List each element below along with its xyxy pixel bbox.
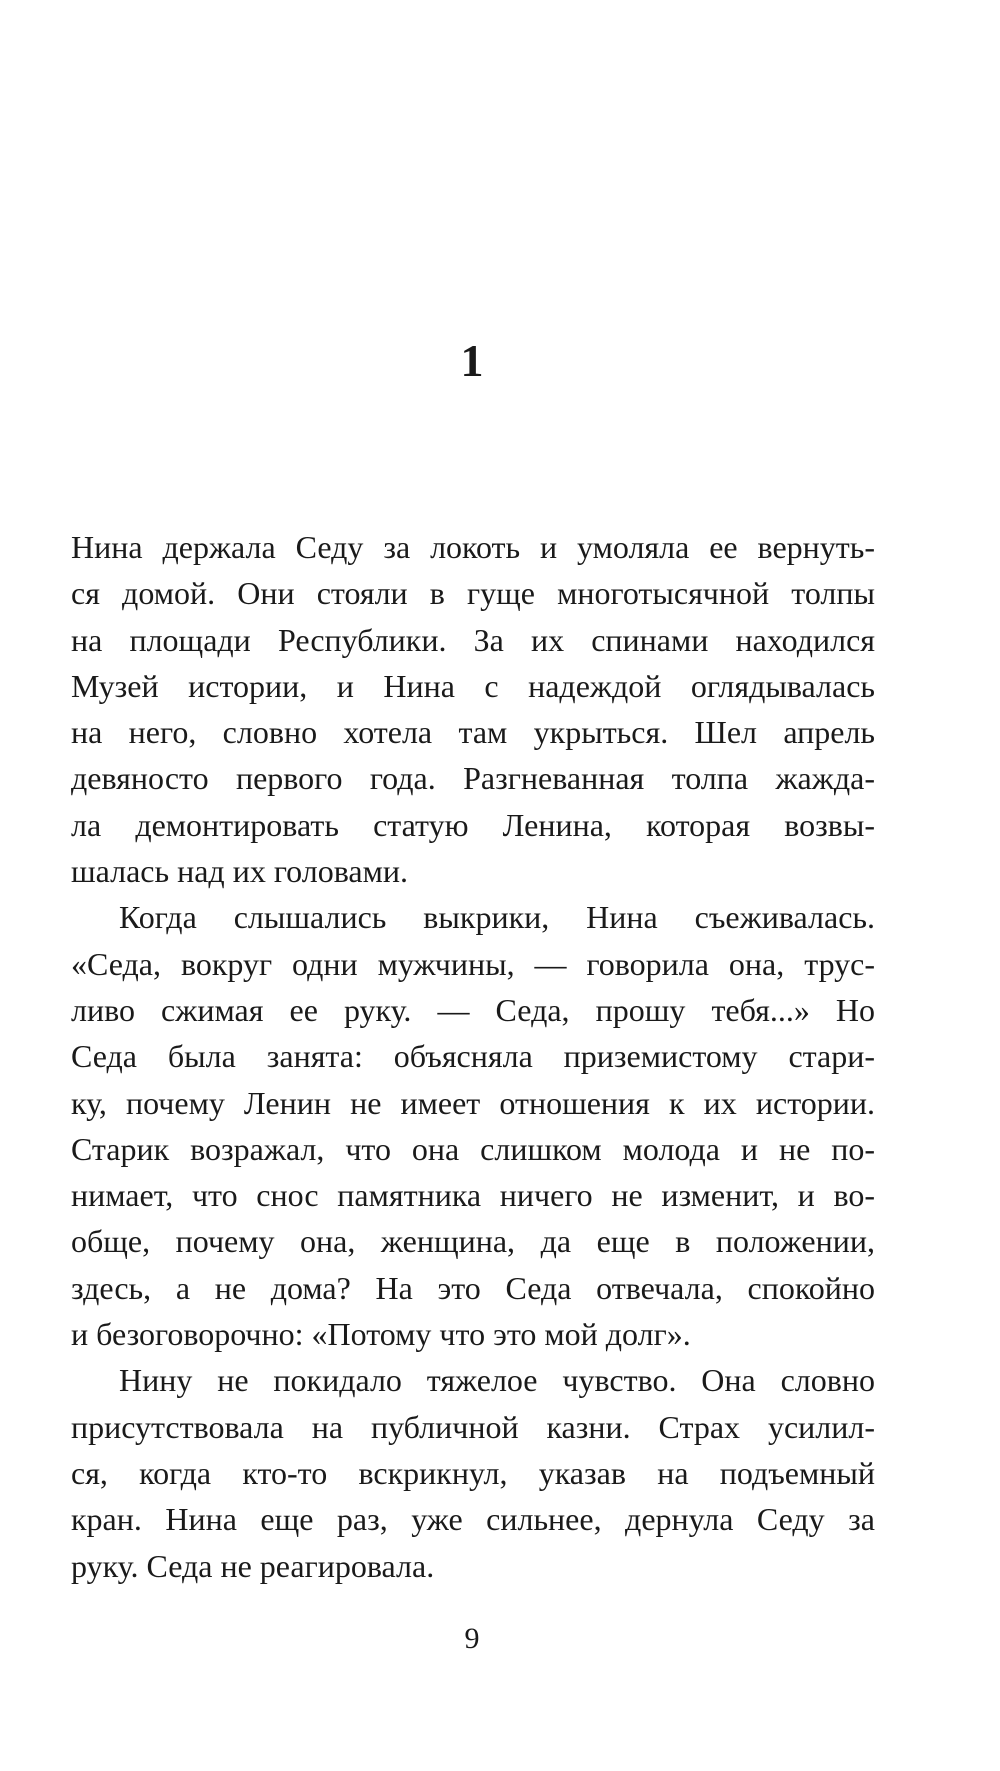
chapter-number: 1 [460,335,484,386]
text-line: на него, словно хотела там укрыться. Шел апрель [71,714,875,751]
text-line: ла демонтировать статую Ленина, которая возвы- [71,806,875,843]
text-line: Старик возражал, что она слишком молода и не по- [71,1130,875,1167]
text-line: нимает, что снос памятника ничего не изменит, и во- [71,1177,875,1214]
text-line: присутствовала на публичной казни. Страх усилил- [71,1408,875,1445]
text-line: Седа была занята: объясняла приземистому стари- [71,1038,875,1075]
paragraph-3 [71,1357,875,1588]
text-line: ливо сжимая ее руку. — Седа, прошу тебя...» Но [71,991,875,1028]
chapter-body-text [71,524,875,1589]
text-line: Когда слышались выкрики, Нина съеживалась. [119,899,875,936]
text-line: Музей истории, и Нина с надеждой оглядывалась [71,667,875,704]
text-line: обще, почему она, женщина, да еще в положении, [71,1223,875,1260]
paragraph-2 [71,894,875,1357]
text-line: ку, почему Ленин не имеет отношения к их истории. [71,1084,875,1121]
text-line: кран. Нина еще раз, уже сильнее, дернула Седу за [71,1501,875,1538]
text-line: здесь, а не дома? На это Седа отвечала, спокойно [71,1269,875,1306]
text-line: руку. Седа не реагировала. [71,1547,435,1584]
text-line: ся, когда кто-то вскрикнул, указав на подъемный [71,1454,875,1491]
text-line: Нину не покидало тяжелое чувство. Она словно [119,1362,875,1399]
text-line: Нина держала Седу за локоть и умоляла ее вернуть- [71,529,875,565]
text-line: на площади Республики. За их спинами находился [71,621,875,658]
text-line: девяносто первого года. Разгневанная толпа жажда- [71,760,875,797]
paragraph-1 [71,524,875,894]
text-line: и безоговорочно: «Потому что это мой долг». [71,1316,691,1353]
text-line: шалась над их головами. [71,853,408,890]
text-line: ся домой. Они стояли в гуще многотысячной толпы [71,575,875,612]
text-line: «Седа, вокруг одни мужчины, — говорила она, трус- [71,945,875,982]
page-number: 9 [464,1622,480,1655]
